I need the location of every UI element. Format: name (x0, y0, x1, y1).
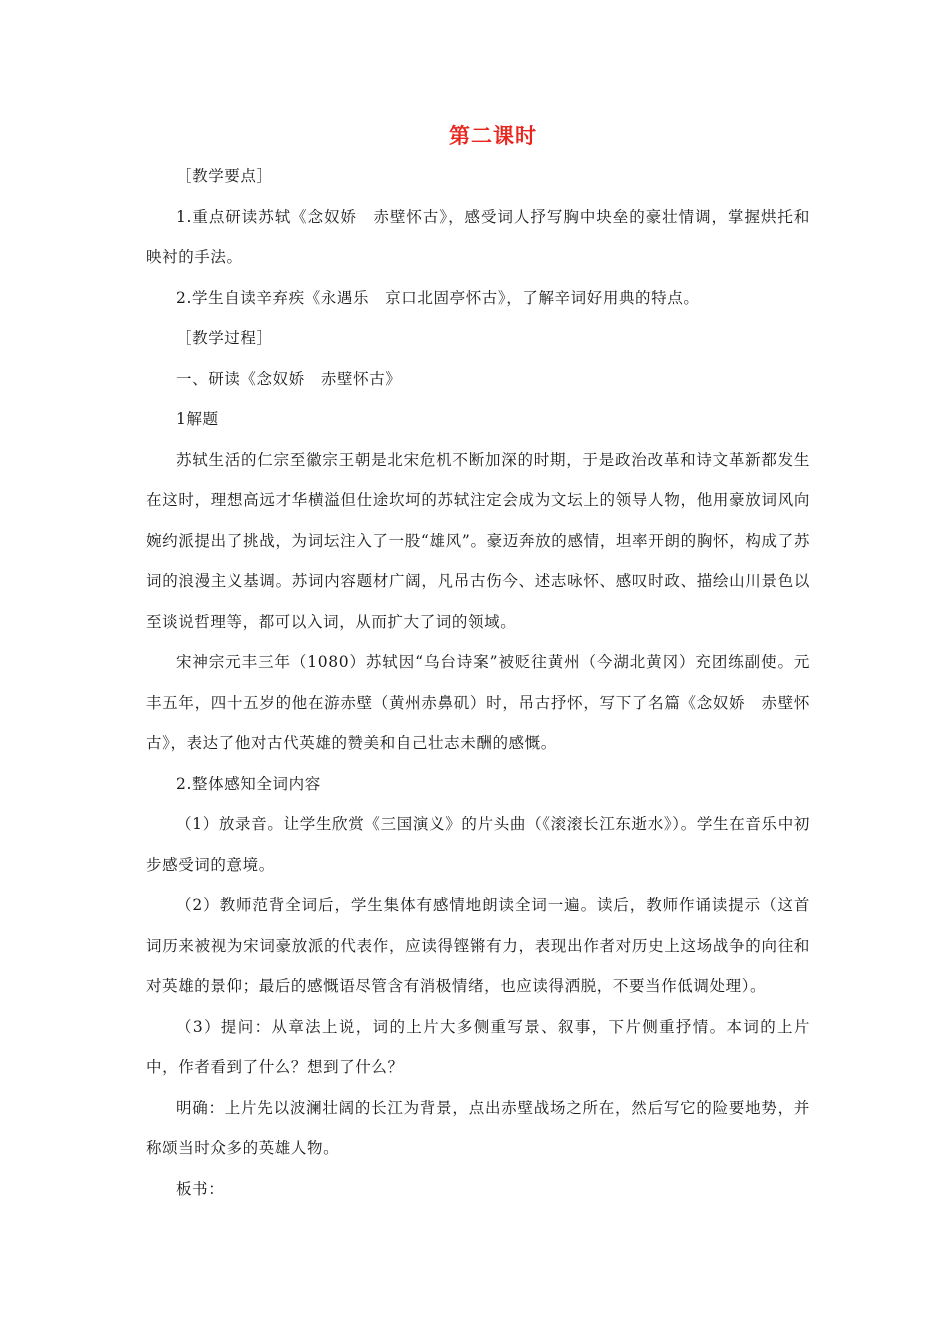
lesson-title: 第二课时 (449, 123, 537, 148)
key-point-1: 1.重点研读苏轼《念奴娇 赤壁怀古》，感受词人抒写胸中块垒的豪壮情调，掌握烘托和映衬的手法。 (146, 207, 810, 266)
step-1: （1）放录音。让学生欣赏《三国演义》的片头曲（《滚滚长江东逝水》）。学生在音乐中初步感受词的意境。 (146, 815, 810, 874)
section-heading-key-points: ［教学要点］ (176, 167, 273, 185)
step-3: （3）提问：从章法上说，词的上片大多侧重写景、叙事，下片侧重抒情。本词的上片中，作者看到了什么？想到了什么？ (146, 1017, 810, 1076)
part-heading-1: 一、研读《念奴娇 赤壁怀古》 (176, 369, 402, 388)
paragraph-history: 宋神宗元丰三年（1080）苏轼因“乌台诗案”被贬往黄州（今湖北黄冈）充团练副使。元丰五年，四十五岁的他在游赤壁（黄州赤鼻矶）时，吊古抒怀，写下了名篇《念奴娇 赤壁怀古》，表达了他对古代英雄的赞美和自己壮志未酬的感慨。 (146, 653, 810, 752)
section-heading-process: ［教学过程］ (176, 329, 273, 347)
answer-paragraph: 明确：上片先以波澜壮阔的长江为背景，点出赤壁战场之所在，然后写它的险要地势，并称颂当时众多的英雄人物。 (146, 1098, 810, 1157)
key-point-2: 2.学生自读辛弃疾《永遇乐 京口北固亭怀古》，了解辛词好用典的特点。 (176, 288, 700, 307)
step-2: （2）教师范背全词后，学生集体有感情地朗读全词一遍。读后，教师作诵读提示（这首词历来被视为宋词豪放派的代表作，应读得铿锵有力，表现出作者对历史上这场战争的向往和对英雄的景仰；最后的感慨语尽管含有消极情绪，也应读得洒脱，不要当作低调处理）。 (146, 896, 810, 995)
blackboard-label: 板书： (176, 1179, 225, 1198)
subheading-overall: 2.整体感知全词内容 (176, 774, 321, 793)
paragraph-background: 苏轼生活的仁宗至徽宗王朝是北宋危机不断加深的时期，于是政治改革和诗文革新都发生在这时，理想高远才华横溢但仕途坎坷的苏轼注定会成为文坛上的领导人物，他用豪放词风向婉约派提出了挑战，为词坛注入了一股“雄风”。豪迈奔放的感情，坦率开朗的胸怀，构成了苏词的浪漫主义基调。苏词内容题材广阔，凡吊古伤今、述志咏怀、感叹时政、描绘山川景色以至谈说哲理等，都可以入词，从而扩大了词的领域。 (146, 450, 810, 631)
subheading-explain-title: 1解题 (176, 410, 219, 428)
document-page (146, 116, 810, 1209)
